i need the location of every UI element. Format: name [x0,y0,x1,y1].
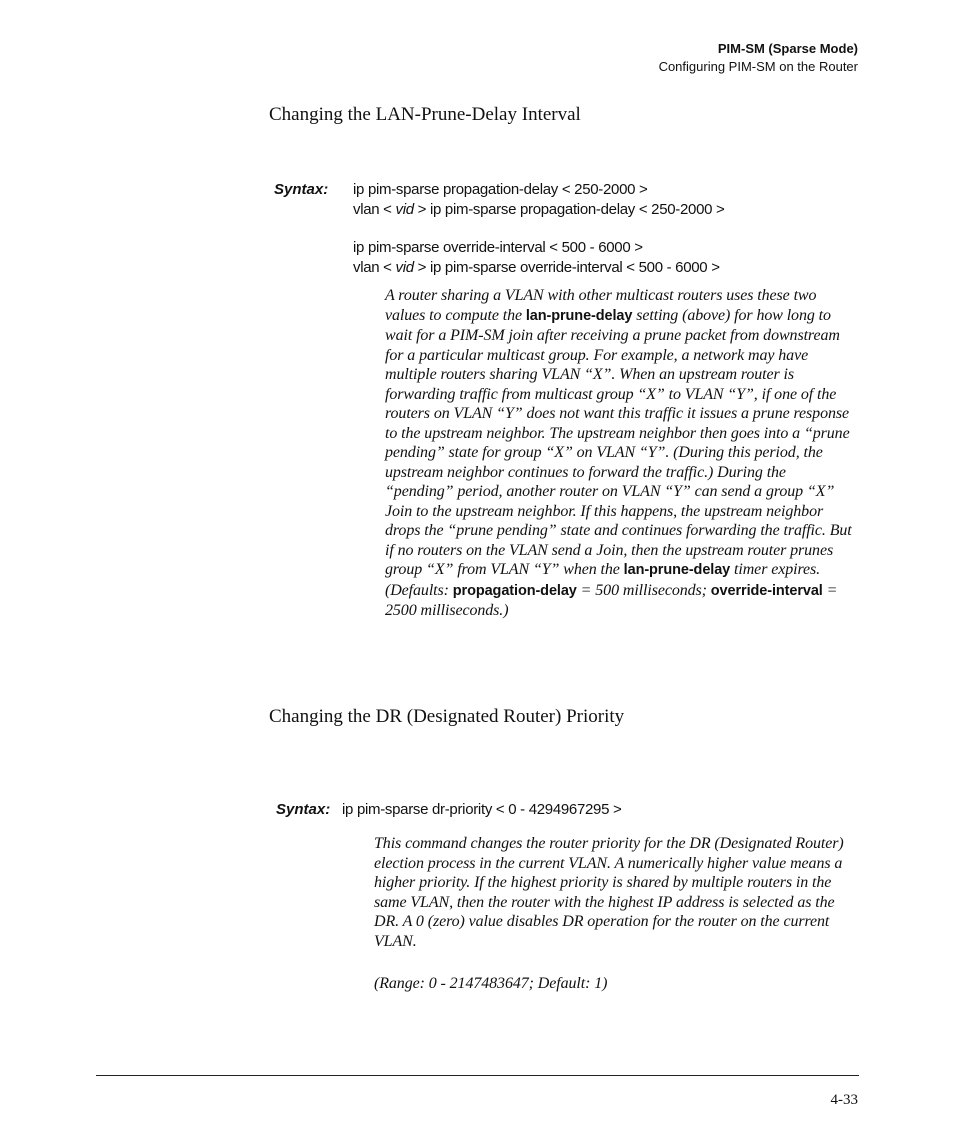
desc-text: setting (above) for how long to wait for a PIM-SM join after receiving a prune packet from downstream for a particular multicast group. For example, a network may have multiple routers sharing VLAN “X”. When an upstream router is forwarding traffic from multicast group “X” to VLAN “Y”, if one of the routers on VLAN “Y” does not want this traffic it issues a prune response to the upstream neighbor. The upstream neighbor then goes into a “prune pending” state for group “X” on VLAN “Y”. (During this period, the upstream neighbor continues to forward the traffic.) During the “pending” period, another router on VLAN “Y” can send a group “X” Join to the upstream neighbor. If this happens, the upstream neighbor drops the “prune pending” state and continues forwarding the traffic. But if no routers on the VLAN send a Join, then the upstream router prunes group “X” from VLAN “Y” when the [385,306,852,578]
running-header-section: Configuring PIM-SM on the Router [658,59,858,74]
section-heading-dr-priority: Changing the DR (Designated Router) Priority [269,706,625,727]
command-vlan-propagation-delay [353,200,725,220]
desc-text: = 500 milliseconds; [576,581,711,599]
description-lan-prune-delay [385,286,855,621]
command-dr-priority: ip pim-sparse dr-priority < 0 - 4294967295 > [342,801,622,818]
cmd-text: vlan < [353,201,396,218]
cmd-variable: vid [395,259,414,276]
description-dr-priority: This command changes the router priority for the DR (Designated Router) election process in the current VLAN. A numerically higher value means a higher priority. If the highest priority is shared by multiple routers in the same VLAN, then the router with the highest IP address is selected as the DR. A 0 (zero) value disables DR operation for the router on the current VLAN. [374,835,844,950]
desc-text: A router sharing a VLAN with other multicast routers uses these two values to compute the [385,287,817,324]
syntax-label: Syntax: [274,181,329,198]
cmd-text: vlan < [353,259,396,276]
desc-keyword: lan-prune-delay [623,562,731,578]
syntax-label: Syntax: [276,801,331,818]
cmd-variable: vid [395,201,414,218]
section-heading-lan-prune-delay: Changing the LAN-Prune-Delay Interval [269,104,581,125]
running-header-chapter: PIM-SM (Sparse Mode) [717,41,858,56]
desc-keyword: override-interval [710,582,823,599]
command-vlan-override-interval [353,258,720,278]
page-number: 4-33 [830,1092,858,1108]
cmd-text: > ip pim-sparse propagation-delay < 250-2000 > [413,201,725,218]
command-propagation-delay: ip pim-sparse propagation-delay < 250-2000 > [353,181,648,198]
command-override-interval: ip pim-sparse override-interval < 500 - 6000 > [353,239,643,256]
desc-keyword: propagation-delay [452,582,577,599]
desc-text: timer expires. (Defaults: [385,561,821,599]
desc-text: = 2500 milliseconds.) [385,581,838,619]
range-default-note: (Range: 0 - 2147483647; Default: 1) [374,975,608,992]
cmd-text: > ip pim-sparse override-interval < 500 - 6000 > [413,259,720,276]
desc-keyword: lan-prune-delay [525,307,633,324]
footer-rule [96,1075,859,1076]
